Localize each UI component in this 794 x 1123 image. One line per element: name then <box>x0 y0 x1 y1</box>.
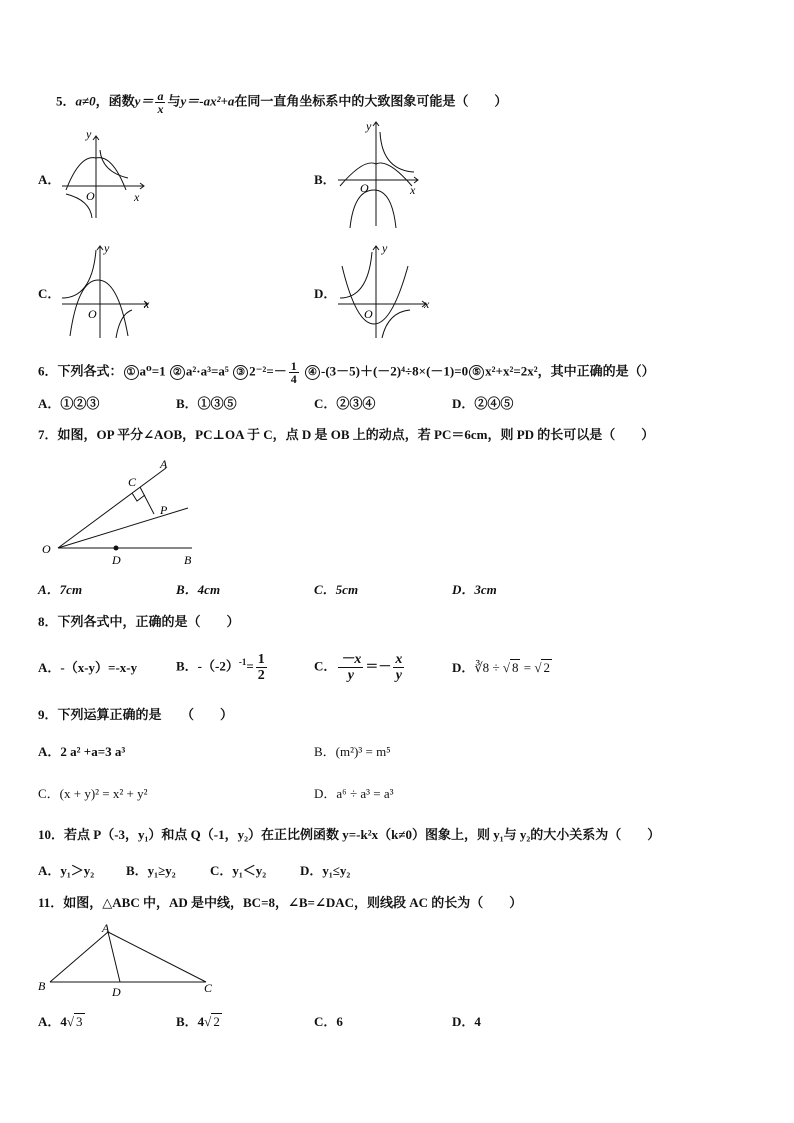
q9-option-c[interactable]: C．(x + y)² = x² + y² <box>38 786 148 801</box>
q11-option-a[interactable]: A．4√ 3 <box>38 1014 83 1029</box>
q5-option-d-label[interactable]: D． <box>314 286 337 301</box>
q5-stem: 5．a≠0，函数y＝ $\frac{a}{x}$ 与y＝-ax²+a在同一直角坐标系中的大致图象可能是（ ） <box>56 89 508 116</box>
q11-option-d[interactable]: D．4 <box>452 1014 481 1029</box>
q5b-y-label: y <box>366 119 372 133</box>
q5b-origin-label: O <box>360 181 369 195</box>
circled-2: ② <box>170 365 185 380</box>
q10-stem: 10．若点 P（-3，y₁）和点 Q（-1，y₂）在正比例函数 y=-k²x（k≠0）图象上，则 y₁与 y₂的大小关系为（ ） <box>38 827 661 842</box>
circled-1: ① <box>124 365 139 380</box>
circled-3: ③ <box>233 365 248 380</box>
q5a-x-label: x <box>134 190 140 204</box>
q6-fraction: $\frac{1}{4}$ <box>290 359 297 386</box>
circled-5: ⑤ <box>469 365 484 380</box>
q8-stem: 8．下列各式中，正确的是（ ） <box>38 614 240 629</box>
q9-option-b[interactable]: B．(m²)³ = m⁵ <box>314 744 391 759</box>
q10-option-d[interactable]: D．y₁≤y₂ <box>300 863 351 878</box>
q8-option-d[interactable]: D．∛8 ÷ √ 8 = √ 2 <box>452 660 550 675</box>
q5c-x-label: x <box>144 297 150 311</box>
q8-option-a[interactable]: A．-（x-y）=-x-y <box>38 660 138 675</box>
q5-graph-b <box>334 118 426 230</box>
q7-option-b[interactable]: B．4cm <box>176 582 221 597</box>
q5-graph-d <box>334 240 434 340</box>
q6-option-c[interactable]: C．②③④ <box>314 396 376 411</box>
q7-option-d[interactable]: D．3cm <box>452 582 497 597</box>
q7-label-d: D <box>112 553 121 567</box>
q7-label-p: P <box>160 503 168 517</box>
q5a-origin-label: O <box>86 189 95 203</box>
q7-stem: 7．如图，OP 平分∠AOB，PC⊥OA 于 C，点 D 是 OB 上的动点，若 PC＝6cm，则 PD 的长可以是（ ） <box>38 427 655 442</box>
q5-option-b-label[interactable]: B． <box>314 172 336 187</box>
q11-stem: 11．如图，△ABC 中，AD 是中线，BC=8，∠B=∠DAC，则线段 AC 的长为（ ） <box>38 895 523 910</box>
q8-option-c[interactable]: C． $\frac{-x}{y}$ ＝－ $\frac{x}{y}$ <box>314 652 403 683</box>
q8b-fraction: $\frac{1}{2}$ <box>257 652 265 683</box>
q10-option-a[interactable]: A．y₁＞y₂ <box>38 863 95 878</box>
q9-option-d[interactable]: D．a⁶ ÷ a³ = a³ <box>314 786 394 801</box>
q11-label-a: A <box>102 921 110 935</box>
q7-label-a: A <box>160 457 168 471</box>
q5a-y-label: y <box>86 127 92 141</box>
q5-option-a-label[interactable]: A． <box>38 172 61 187</box>
q5c-y-label: y <box>104 241 110 255</box>
q11-label-d: D <box>112 985 121 999</box>
q5-graph-c <box>58 240 158 340</box>
q8-option-b[interactable]: B．$-(-2)^{-1}=$ $\frac{1}{2}$ <box>176 652 265 683</box>
q11-figure <box>36 918 222 1000</box>
q11-label-b: B <box>38 979 46 993</box>
q6-option-b[interactable]: B．①③⑤ <box>176 396 237 411</box>
q11-option-c[interactable]: C．6 <box>314 1014 343 1029</box>
q5-option-c-label[interactable]: C． <box>38 286 61 301</box>
circled-4: ④ <box>305 365 320 380</box>
q6-stem: 6．下列各式： ① a⁰=1 ② a²·a³=a⁵ ③ 2⁻²=－ $\frac{1}{4}$ ④ -(3－5)＋(－2)⁴÷8×(－1)=0 ⑤ x²+x²=2x²，其中正确的是（） <box>38 359 655 386</box>
q5b-x-label: x <box>410 183 416 197</box>
q11-option-b[interactable]: B．4√ 2 <box>176 1014 220 1029</box>
q7-label-b: B <box>184 553 192 567</box>
q5-fraction: $\frac{a}{x}$ <box>157 89 164 116</box>
q9-option-a[interactable]: A．2 a² +a=3 a³ <box>38 744 126 759</box>
q5d-x-label: x <box>424 297 430 311</box>
q7-label-c: C <box>128 475 137 489</box>
q7-option-a[interactable]: A．7cm <box>38 582 83 597</box>
q8c-fraction-1: $\frac{-x}{y}$ <box>340 652 362 683</box>
q5c-origin-label: O <box>88 307 97 321</box>
q10-option-b[interactable]: B．y₁≥y₂ <box>126 863 176 878</box>
q5d-origin-label: O <box>364 307 373 321</box>
q10-option-c[interactable]: C．y₁＜y₂ <box>210 863 267 878</box>
q8c-fraction-2: $\frac{x}{y}$ <box>395 652 403 683</box>
q7-label-o: O <box>42 542 51 556</box>
q5d-y-label: y <box>382 241 388 255</box>
q6-option-d[interactable]: D．②④⑤ <box>452 396 514 411</box>
q7-option-c[interactable]: C．5cm <box>314 582 359 597</box>
q7-figure <box>38 456 208 568</box>
q5-graph-a <box>58 128 154 220</box>
q6-option-a[interactable]: A．①②③ <box>38 396 100 411</box>
q11-label-c: C <box>204 981 213 995</box>
q9-stem: 9．下列运算正确的是 （ ） <box>38 707 234 722</box>
